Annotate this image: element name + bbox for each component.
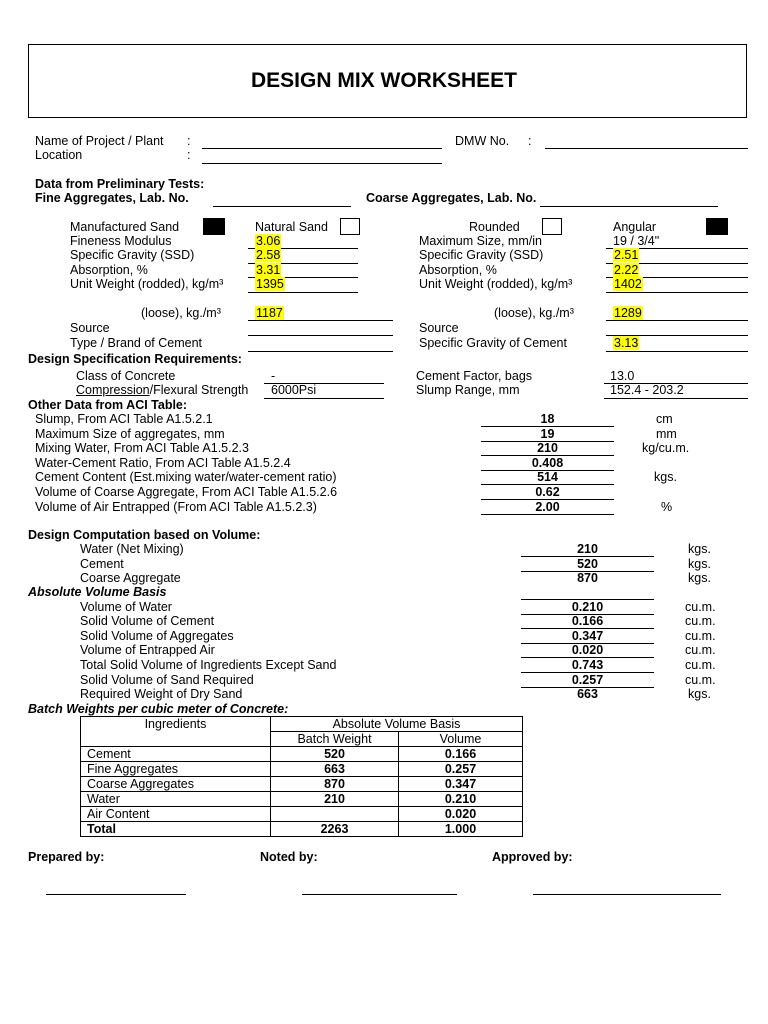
cement-factor-value: 13.0: [610, 369, 635, 383]
batch-subheader-row: [81, 732, 523, 747]
absolute-row-label: Volume of Entrapped Air: [80, 643, 215, 657]
dmw-field[interactable]: [545, 148, 748, 149]
table-row: [81, 762, 523, 777]
fine-lab-label: Fine Aggregates, Lab. No.: [35, 191, 189, 205]
computation-row-label: Cement: [80, 557, 124, 571]
fine-absorption-value-text: 3.31: [256, 263, 281, 277]
coarse-unit-rodded-underline: [606, 292, 748, 293]
max-size-value: 19 / 3/4": [613, 234, 660, 248]
aci-row-value: 19: [540, 427, 555, 441]
natural-sand-label: Natural Sand: [255, 220, 328, 234]
absolute-row-value: 0.743: [571, 658, 604, 672]
absolute-row-unit: cu.m.: [685, 673, 716, 687]
coarse-loose-label: (loose), kg./m³: [494, 306, 574, 320]
angular-checkbox[interactable]: [706, 218, 728, 235]
dmw-colon: :: [528, 134, 532, 148]
aci-row-label: Volume of Air Entrapped (From ACI Table A1.5.2.3): [35, 500, 317, 514]
ingredient-name: Fine Aggregates: [81, 762, 271, 777]
aci-row-unit: cm: [656, 412, 673, 426]
absolute-row-value: 0.347: [571, 629, 604, 643]
sg-cement-value-text: 3.13: [614, 336, 639, 350]
coarse-sg-value-text: 2.51: [614, 248, 639, 262]
coarse-unit-rodded-label: Unit Weight (rodded), kg/m³: [419, 277, 573, 291]
table-row: [81, 777, 523, 792]
coarse-lab-label: Coarse Aggregates, Lab. No.: [366, 191, 537, 205]
rounded-checkbox[interactable]: [542, 218, 562, 235]
absolute-row-value: 0.020: [571, 643, 604, 657]
absolute-row-unit: cu.m.: [685, 614, 716, 628]
aci-row-label: Maximum Size of aggregates, mm: [35, 427, 225, 441]
strength-underline: [264, 398, 384, 399]
dmw-label: DMW No.: [455, 134, 510, 148]
coarse-sg-label: Specific Gravity (SSD): [419, 248, 544, 262]
aci-row-unit: mm: [656, 427, 677, 441]
col-volume: Volume: [399, 732, 523, 747]
coarse-lab-field[interactable]: [540, 206, 718, 207]
rounded-label: Rounded: [469, 220, 520, 234]
ingredient-name: Air Content: [81, 807, 271, 822]
noted-by-label: Noted by:: [260, 850, 318, 864]
table-row: [81, 807, 523, 822]
ingredient-weight: 520: [271, 747, 399, 762]
ingredient-volume: 0.210: [399, 792, 523, 807]
absolute-row-unit: cu.m.: [685, 629, 716, 643]
sg-cement-underline: [606, 351, 748, 352]
fine-source-label: Source: [70, 321, 110, 335]
coarse-source-label: Source: [419, 321, 459, 335]
angular-label: Angular: [613, 220, 657, 234]
fine-sg-label: Specific Gravity (SSD): [70, 248, 195, 262]
ingredient-weight: 663: [271, 762, 399, 777]
coarse-sg-value: [613, 248, 639, 263]
slump-range-underline: [604, 398, 748, 399]
fineness-label: Fineness Modulus: [70, 234, 172, 248]
coarse-absorption-value: [613, 263, 639, 278]
fine-absorption-value: [255, 263, 281, 278]
computation-row-unit: kgs.: [688, 542, 711, 556]
aci-heading: Other Data from ACI Table:: [28, 398, 188, 412]
col-ingredients: Ingredients: [81, 717, 271, 732]
absolute-row-value: 0.257: [571, 673, 604, 687]
aci-row-label: Slump, From ACI Table A1.5.2.1: [35, 412, 213, 426]
total-label: Total: [81, 822, 271, 837]
fine-loose-value: [255, 306, 284, 321]
approved-by-signature-line[interactable]: [533, 894, 721, 895]
natural-sand-checkbox[interactable]: [340, 218, 360, 235]
absolute-row-value: 0.166: [571, 614, 604, 628]
absolute-row-unit: kgs.: [688, 687, 711, 701]
ingredient-weight: [271, 807, 399, 822]
project-field[interactable]: [202, 148, 442, 149]
computation-row-unit: kgs.: [688, 557, 711, 571]
manufactured-sand-checkbox[interactable]: [203, 218, 225, 235]
coarse-loose-underline: [606, 320, 748, 321]
absolute-row-label: Solid Volume of Cement: [80, 614, 215, 628]
absolute-row-label: Solid Volume of Sand Required: [80, 673, 254, 687]
aci-row-value: 18: [540, 412, 555, 426]
aci-row-value: 210: [537, 441, 558, 455]
ingredient-volume: 0.166: [399, 747, 523, 762]
table-row: [81, 747, 523, 762]
batch-heading: Batch Weights per cubic meter of Concrete:: [28, 702, 289, 716]
ingredient-name: Cement: [81, 747, 271, 762]
page-title: DESIGN MIX WORKSHEET: [250, 69, 518, 92]
computation-row-unit: kgs.: [688, 571, 711, 585]
aci-row-value: 0.62: [535, 485, 560, 499]
project-colon: :: [187, 134, 191, 148]
class-value: -: [271, 369, 276, 383]
aci-row-underline: [481, 514, 614, 515]
absolute-row-unit: cu.m.: [685, 600, 716, 614]
slump-range-value: 152.4 - 203.2: [610, 383, 684, 397]
prepared-by-label: Prepared by:: [28, 850, 105, 864]
computation-row-label: Coarse Aggregate: [80, 571, 181, 585]
location-field[interactable]: [202, 163, 442, 164]
fine-loose-value-text: 1187: [256, 306, 283, 320]
location-label: Location: [35, 148, 83, 162]
batch-table: [80, 716, 523, 837]
coarse-loose-value-text: 1289: [614, 306, 642, 320]
ingredient-weight: 870: [271, 777, 399, 792]
aci-row-value: 0.408: [531, 456, 564, 470]
absolute-row-unit: cu.m.: [685, 643, 716, 657]
batch-header-row: [81, 717, 523, 732]
coarse-absorption-label: Absorption, %: [419, 263, 497, 277]
coarse-absorption-value-text: 2.22: [614, 263, 639, 277]
ingredient-weight: 210: [271, 792, 399, 807]
fine-sg-value: [255, 248, 281, 263]
coarse-unit-rodded-value-text: 1402: [614, 277, 642, 291]
location-colon: :: [187, 148, 191, 162]
fine-unit-rodded-value-text: 1395: [256, 277, 284, 291]
computation-row-value: 870: [577, 571, 598, 585]
col-absolute-volume-basis: Absolute Volume Basis: [271, 717, 523, 732]
slump-range-label: Slump Range, mm: [416, 383, 520, 397]
absolute-row-value: 663: [577, 687, 598, 701]
aci-row-unit: kgs.: [654, 470, 677, 484]
aci-row-value: 2.00: [535, 500, 560, 514]
ingredient-volume: 0.257: [399, 762, 523, 777]
strength-value: 6000Psi: [271, 383, 317, 397]
cement-brand-field[interactable]: [248, 351, 393, 352]
absolute-row-label: Volume of Water: [80, 600, 172, 614]
aci-row-label: Volume of Coarse Aggregate, From ACI Table A1.5.2.6: [35, 485, 338, 499]
ingredient-volume: 0.347: [399, 777, 523, 792]
computation-heading: Design Computation based on Volume:: [28, 528, 261, 542]
coarse-loose-value: [613, 306, 643, 321]
aci-row-label: Water-Cement Ratio, From ACI Table A1.5.2.4: [35, 456, 291, 470]
sg-cement-label: Specific Gravity of Cement: [419, 336, 567, 350]
strength-label-compression: Compression: [76, 383, 150, 397]
absolute-row-label: Required Weight of Dry Sand: [80, 687, 243, 701]
noted-by-signature-line[interactable]: [302, 894, 457, 895]
fine-absorption-label: Absorption, %: [70, 263, 148, 277]
absolute-row-unit: cu.m.: [685, 658, 716, 672]
col-ingredients-spacer: [81, 732, 271, 747]
fine-source-field[interactable]: [248, 335, 393, 336]
computation-row-value: 520: [577, 557, 598, 571]
fine-unit-rodded-underline: [248, 292, 358, 293]
aci-row-unit: %: [661, 500, 673, 514]
total-volume: 1.000: [399, 822, 523, 837]
cement-factor-label: Cement Factor, bags: [416, 369, 533, 383]
fine-sg-value-text: 2.58: [256, 248, 281, 262]
fine-unit-rodded-label: Unit Weight (rodded), kg/m³: [70, 277, 224, 291]
total-row: [81, 822, 523, 837]
fine-loose-underline: [248, 320, 393, 321]
ingredient-volume: 0.020: [399, 807, 523, 822]
computation-row-value: 210: [577, 542, 598, 556]
strength-label-flexural: /Flexural Strength: [149, 383, 249, 397]
fine-lab-field[interactable]: [213, 206, 351, 207]
total-weight: 2263: [271, 822, 399, 837]
absolute-row-value: 0.210: [571, 600, 604, 614]
computation-row-label: Water (Net Mixing): [80, 542, 184, 556]
ingredient-name: Water: [81, 792, 271, 807]
fine-unit-rodded-value: [255, 277, 285, 292]
coarse-unit-rodded-value: [613, 277, 643, 292]
class-label: Class of Concrete: [76, 369, 176, 383]
project-label: Name of Project / Plant: [35, 134, 164, 148]
aci-row-label: Cement Content (Est.mixing water/water-cement ratio): [35, 470, 337, 484]
sg-cement-value: [613, 336, 639, 351]
prelim-heading: Data from Preliminary Tests:: [35, 177, 205, 191]
approved-by-label: Approved by:: [492, 850, 573, 864]
fineness-value-text: 3.06: [256, 234, 281, 248]
aci-row-unit: kg/cu.m.: [642, 441, 690, 455]
fine-loose-label: (loose), kg./m³: [141, 306, 221, 320]
aci-row-value: 514: [537, 470, 558, 484]
prepared-by-signature-line[interactable]: [46, 894, 186, 895]
max-size-label: Maximum Size, mm/in: [419, 234, 542, 248]
col-batch-weight: Batch Weight: [271, 732, 399, 747]
ingredient-name: Coarse Aggregates: [81, 777, 271, 792]
aci-row-label: Mixing Water, From ACI Table A1.5.2.3: [35, 441, 249, 455]
fineness-value: [255, 234, 281, 249]
spec-heading: Design Specification Requirements:: [28, 352, 242, 366]
absolute-row-label: Solid Volume of Aggregates: [80, 629, 234, 643]
absolute-row-label: Total Solid Volume of Ingredients Except Sand: [80, 658, 337, 672]
cement-brand-label: Type / Brand of Cement: [70, 336, 203, 350]
strength-label: [76, 383, 248, 398]
absolute-heading: Absolute Volume Basis: [28, 585, 167, 599]
manufactured-sand-label: Manufactured Sand: [70, 220, 180, 234]
table-row: [81, 792, 523, 807]
